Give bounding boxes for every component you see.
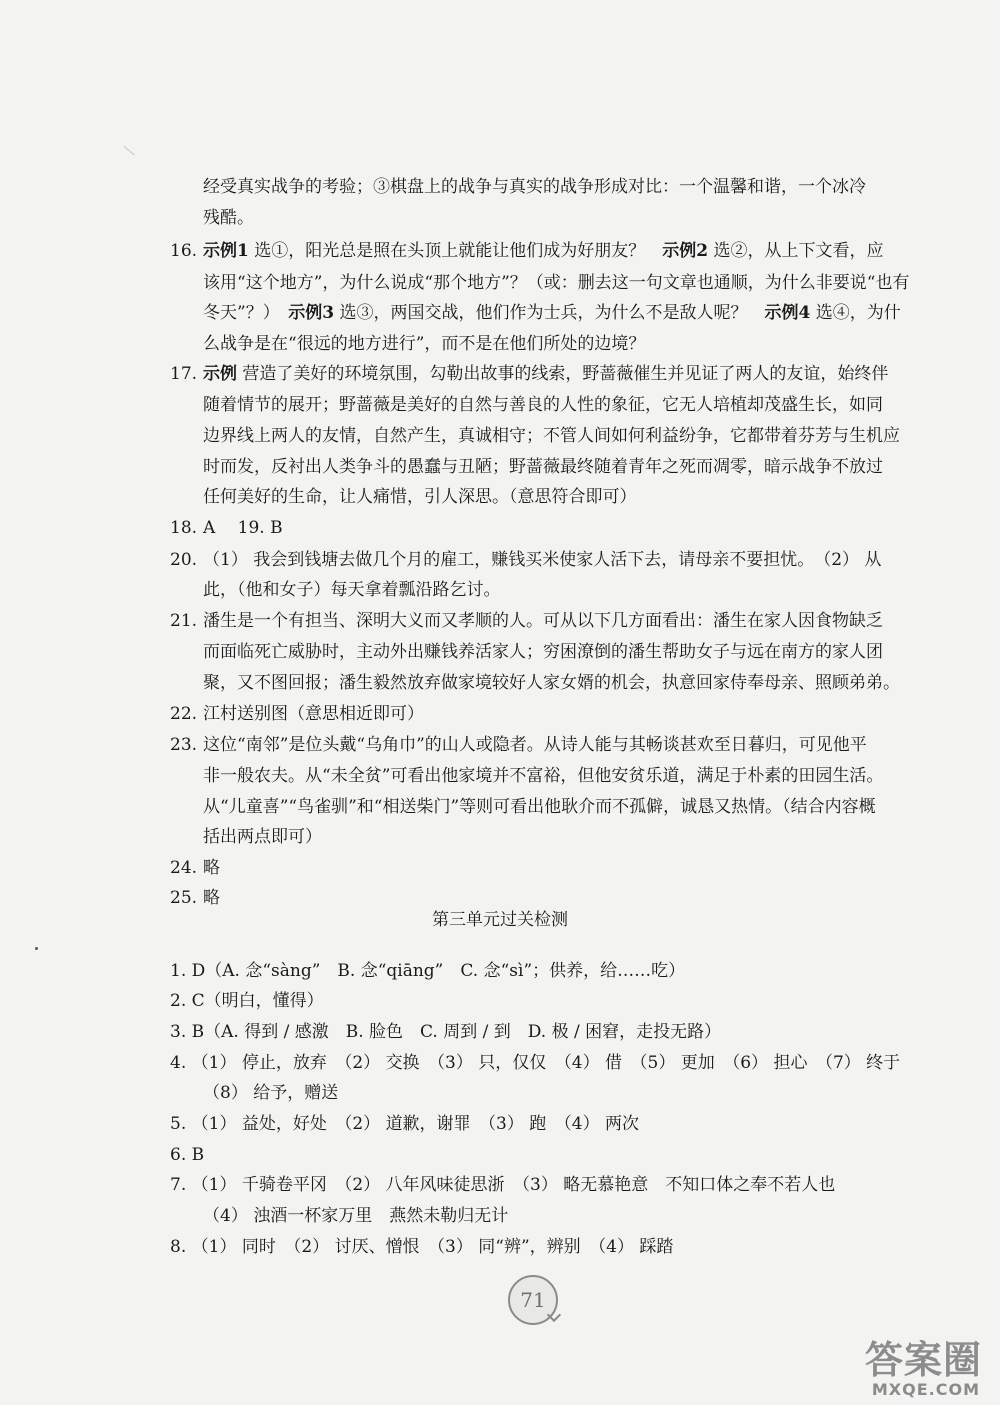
answer-text: A 19. B	[203, 518, 283, 538]
answer-text: 么战争是在“很远的地方进行”，而不是在他们所处的边境？	[203, 334, 646, 354]
answer-text: （4） 浊酒一杯家万里 燕然未勒归无计	[203, 1206, 509, 1226]
answer-text: 5. （1） 益处，好处 （2） 道歉，谢罪 （3） 跑 （4） 两次	[170, 1114, 640, 1134]
answer-text: 1. D（A. 念“sàng” B. 念“qiāng” C. 念“sì”；供养，给……吃）	[170, 961, 686, 981]
answer-text: （8） 给予，赠送	[203, 1083, 339, 1103]
answer-line	[0, 703, 1000, 725]
answer-text: 而面临死亡威胁时，主动外出赚钱养活家人；穷困潦倒的潘生帮助女子与远在南方的家人团	[203, 642, 883, 662]
question-number: 24.	[170, 858, 198, 878]
question-number: 20.	[170, 550, 198, 570]
answer-line	[0, 887, 1000, 909]
answer-text: 括出两点即可）	[203, 827, 322, 847]
answer-text: 边界线上两人的友情，自然产生，真诚相守；不管人间如何利益纷争，它都带着芬芳与生机应	[203, 426, 900, 446]
answer-line	[0, 1082, 1000, 1104]
answer-text: 随着情节的展开；野蔷薇是美好的自然与善良的人性的象征，它无人培植却茂盛生长，如同	[203, 395, 883, 415]
answer-line	[0, 176, 1000, 198]
answer-line	[0, 990, 1000, 1012]
answer-line	[0, 1144, 1000, 1166]
answer-text: 4. （1） 停止，放弃 （2） 交换 （3） 只，仅仅 （4） 借 （5） 更加 （6） 担心 （7） 终于	[170, 1053, 901, 1073]
answer-line	[0, 796, 1000, 818]
answer-text: 冬天”？） 示例3 选③，两国交战，他们作为士兵，为什么不是敌人呢？ 示例4 选④，为什	[203, 303, 901, 323]
answer-text: 该用“这个地方”，为什么说成“那个地方”？（或：删去这一句文章也通顺，为什么非要说“也有	[203, 273, 910, 293]
answer-text: 聚，又不图回报；潘生毅然放弃做家境较好人家女婿的机会，执意回家侍奉母亲、照顾弟弟。	[203, 673, 900, 693]
answer-text: 略	[203, 858, 220, 878]
question-number: 25.	[170, 888, 198, 908]
answer-text: 潘生是一个有担当、深明大义而又孝顺的人。可从以下几方面看出：潘生在家人因食物缺乏	[203, 611, 883, 631]
scan-mark	[123, 146, 134, 156]
answer-line	[0, 734, 1000, 756]
watermark-logo: 答案圈	[864, 1338, 982, 1382]
page-number: 71	[508, 1275, 558, 1325]
question-number: 18.	[170, 518, 198, 538]
question-number: 23.	[170, 735, 198, 755]
answer-line	[0, 765, 1000, 787]
answer-text: 3. B（A. 得到 / 感激 B. 脸色 C. 周到 / 到 D. 极 / 困窘，走投无路）	[170, 1022, 722, 1042]
answer-line	[0, 272, 1000, 294]
question-number: 21.	[170, 611, 198, 631]
answer-line	[0, 857, 1000, 879]
answer-text: 略	[203, 888, 220, 908]
answer-line	[0, 456, 1000, 478]
answer-line	[0, 302, 1000, 324]
answer-text: 时而发，反衬出人类争斗的愚蠢与丑陋；野蔷薇最终随着青年之死而凋零，暗示战争不放过	[203, 457, 883, 477]
answer-line	[0, 333, 1000, 355]
answer-line	[0, 1236, 1000, 1258]
answer-line	[0, 394, 1000, 416]
answer-line	[0, 207, 1000, 229]
answer-line	[0, 240, 1000, 262]
answer-line	[0, 579, 1000, 601]
answer-line	[0, 1052, 1000, 1074]
answer-line	[0, 672, 1000, 694]
answer-text: 6. B	[170, 1145, 205, 1165]
answer-text: 任何美好的生命，让人痛惜，引人深思。（意思符合即可）	[203, 487, 637, 507]
answer-text: 2. C（明白，懂得）	[170, 991, 324, 1011]
answer-text: 非一般农夫。从“未全贫”可看出他家境并不富裕，但他安贫乐道，满足于朴素的田园生活。	[203, 766, 884, 786]
answer-text: 从“儿童喜”“鸟雀驯”和“相送柴门”等则可看出他耿介而不孤僻，诚恳又热情。（结合内容概	[203, 797, 876, 817]
answer-line	[0, 641, 1000, 663]
answer-text: 8. （1） 同时 （2） 讨厌、憎恨 （3） 同“辨”，辨别 （4） 踩踏	[170, 1237, 674, 1257]
answer-text: 江村送别图（意思相近即可）	[203, 704, 424, 724]
answer-text: 经受真实战争的考验；③棋盘上的战争与真实的战争形成对比：一个温馨和谐，一个冰冷	[203, 177, 866, 197]
answer-line	[0, 1205, 1000, 1227]
answer-line	[0, 363, 1000, 385]
answer-text: 示例 营造了美好的环境氛围，勾勒出故事的线索，野蔷薇催生并见证了两人的友谊，始终伴	[203, 364, 889, 384]
question-number: 22.	[170, 704, 198, 724]
answer-text: （1） 我会到钱塘去做几个月的雇工，赚钱买米使家人活下去，请母亲不要担忧。 （2） 从	[203, 550, 882, 570]
question-number: 17.	[170, 364, 198, 384]
answer-line	[0, 486, 1000, 508]
scan-speck	[35, 947, 38, 950]
answer-line	[0, 960, 1000, 982]
answer-text: 此，（他和女子）每天拿着瓢沿路乞讨。	[203, 580, 501, 600]
answer-line	[0, 1113, 1000, 1135]
answer-line	[0, 549, 1000, 571]
answer-line	[0, 826, 1000, 848]
watermark	[842, 1329, 982, 1399]
answer-line	[0, 517, 1000, 539]
answer-line	[0, 425, 1000, 447]
answer-line	[0, 1021, 1000, 1043]
answer-line	[0, 1174, 1000, 1196]
section-title: 第三单元过关检测	[432, 910, 568, 930]
answer-line	[0, 610, 1000, 632]
answer-text: 示例1 选①，阳光总是照在头顶上就能让他们成为好朋友？ 示例2 选②，从上下文看，应	[203, 241, 884, 261]
answer-text: 残酷。	[203, 208, 254, 228]
answer-text: 这位“南邻”是位头戴“乌角巾”的山人或隐者。从诗人能与其畅谈甚欢至日暮归，可见他平	[203, 735, 867, 755]
question-number: 16.	[170, 241, 198, 261]
watermark-url: MXQE.COM	[871, 1380, 980, 1399]
answer-text: 7. （1） 千骑卷平冈 （2） 八年风味徒思浙 （3） 略无慕艳意 不知口体之奉不若人也	[170, 1175, 836, 1195]
